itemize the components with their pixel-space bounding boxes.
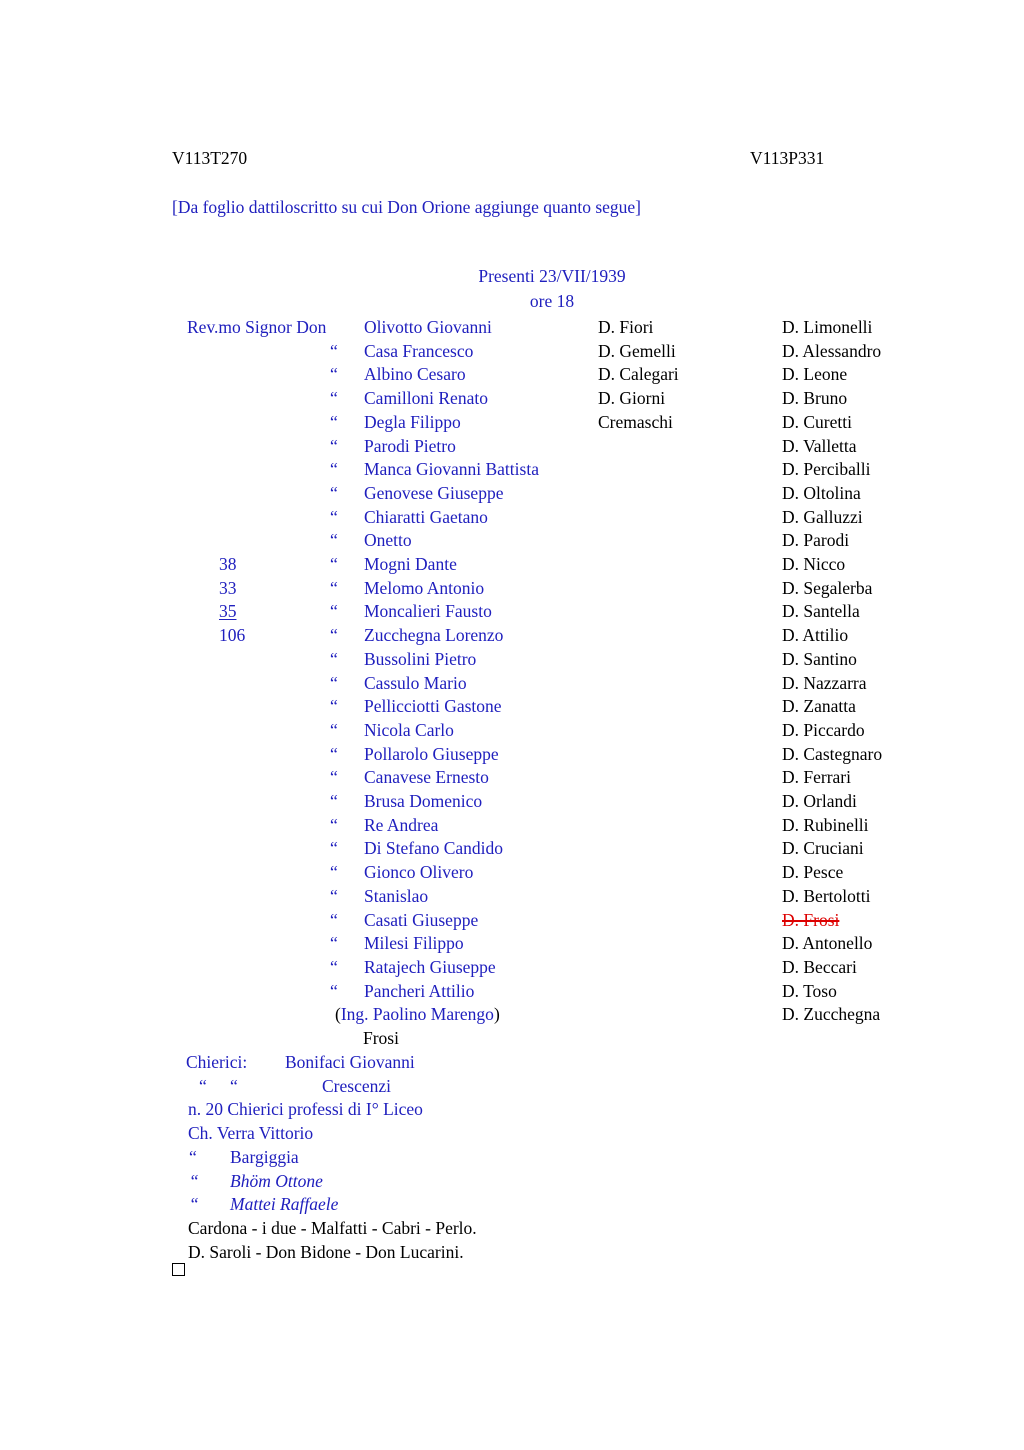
attendee-name: Pancheri Attilio xyxy=(364,980,475,1001)
ditto-mark-icon: “ xyxy=(330,648,338,669)
roster-row xyxy=(0,340,1024,364)
footer-line xyxy=(0,1051,1024,1075)
ditto-mark-icon: “ xyxy=(199,1075,207,1096)
attendance-title: Presenti 23/VII/1939 xyxy=(478,266,626,286)
ditto-mark-icon: “ xyxy=(330,601,338,622)
footer-text: Bonifaci Giovanni xyxy=(285,1052,415,1072)
attendee-right-column: D. Beccari xyxy=(782,956,857,977)
footer-line xyxy=(0,1170,1024,1194)
attendee-name: Bussolini Pietro xyxy=(364,648,477,669)
attendee-name: Degla Filippo xyxy=(364,411,461,432)
attendee-right-column: D. Segalerba xyxy=(782,577,873,598)
roster-row xyxy=(0,956,1024,980)
roster-row xyxy=(0,695,1024,719)
attendee-name: Casa Francesco xyxy=(364,340,474,361)
end-square-icon xyxy=(172,1263,185,1276)
attendee-right-column: D. Valletta xyxy=(782,435,857,456)
attendee-name: Casati Giuseppe xyxy=(364,909,479,930)
attendee-middle-column: D. Fiori xyxy=(598,317,654,337)
attendee-right-column: D. Frosi xyxy=(782,909,840,930)
margin-number: 38 xyxy=(219,554,237,574)
ditto-mark-icon: “ xyxy=(330,340,338,361)
attendee-name: Pellicciotti Gastone xyxy=(364,696,502,717)
attendee-name: Olivotto Giovanni xyxy=(364,317,492,337)
roster-row xyxy=(0,1003,1024,1027)
ditto-mark-icon: “ xyxy=(230,1075,238,1096)
roster-row xyxy=(0,363,1024,387)
footer-text: Mattei Raffaele xyxy=(230,1194,339,1215)
attendee-right-column: D. Castegnaro xyxy=(782,743,883,764)
ditto-mark-icon: “ xyxy=(330,814,338,835)
footer-text: Crescenzi xyxy=(322,1075,391,1096)
ditto-mark-icon: “ xyxy=(330,743,338,764)
footer-text: Bargiggia xyxy=(230,1146,299,1167)
roster-row xyxy=(0,648,1024,672)
roster-row xyxy=(0,600,1024,624)
attendee-name: Cassulo Mario xyxy=(364,672,467,693)
attendee-right-column: D. Santella xyxy=(782,601,860,622)
ditto-mark-icon: “ xyxy=(330,506,338,527)
roster-row xyxy=(0,624,1024,648)
attendee-right-column: D. Zanatta xyxy=(782,696,856,717)
attendee-right-column: D. Cruciani xyxy=(782,838,864,859)
roster-row xyxy=(0,458,1024,482)
attendee-middle-column: D. Calegari xyxy=(598,364,679,385)
roster-row xyxy=(0,814,1024,838)
roster-row xyxy=(0,482,1024,506)
roster-row xyxy=(0,885,1024,909)
ditto-mark-icon: “ xyxy=(330,577,338,598)
footer-line xyxy=(0,1241,1024,1265)
attendee-name: Pollarolo Giuseppe xyxy=(364,743,499,764)
frosi-line: Frosi xyxy=(363,1028,399,1048)
ditto-mark-icon: “ xyxy=(330,554,338,574)
ditto-mark-icon: “ xyxy=(330,767,338,788)
ditto-mark-icon: “ xyxy=(330,435,338,456)
footer-text: Ch. Verra Vittorio xyxy=(188,1123,314,1144)
footer-line xyxy=(0,1122,1024,1146)
roster-row xyxy=(0,672,1024,696)
roster-row xyxy=(0,506,1024,530)
attendee-name: (Ing. Paolino Marengo) xyxy=(335,1004,500,1025)
ditto-mark-icon: “ xyxy=(330,411,338,432)
editorial-note: [Da foglio dattiloscritto su cui Don Orione aggiunge quanto segue] xyxy=(172,197,641,217)
roster-row xyxy=(0,743,1024,767)
attendance-time: ore 18 xyxy=(529,291,575,311)
attendee-name: Manca Giovanni Battista xyxy=(364,459,539,480)
roster-row xyxy=(0,387,1024,411)
ditto-mark-icon: “ xyxy=(330,885,338,906)
attendee-name: Mogni Dante xyxy=(364,554,457,574)
archive-code-right: V113P331 xyxy=(750,148,825,168)
ditto-mark-icon: “ xyxy=(330,625,338,646)
honorific-label: Rev.mo Signor Don xyxy=(187,317,327,337)
attendee-right-column: D. Piccardo xyxy=(782,719,865,740)
attendee-right-column: D. Bruno xyxy=(782,388,848,409)
attendee-right-column: D. Nazzarra xyxy=(782,672,867,693)
attendee-right-column: D. Zucchegna xyxy=(782,1004,881,1025)
roster-row xyxy=(0,861,1024,885)
attendee-name: Ratajech Giuseppe xyxy=(364,956,496,977)
roster-row xyxy=(0,909,1024,933)
footer-text: Bhöm Ottone xyxy=(230,1170,323,1191)
attendee-name: Gionco Olivero xyxy=(364,862,474,883)
attendee-right-column: D. Galluzzi xyxy=(782,506,863,527)
margin-number: 33 xyxy=(219,577,237,598)
roster-row xyxy=(0,411,1024,435)
ditto-mark-icon: “ xyxy=(330,530,338,551)
ditto-mark-icon: “ xyxy=(330,838,338,859)
attendee-name: Nicola Carlo xyxy=(364,719,454,740)
roster-row xyxy=(0,790,1024,814)
ditto-mark-icon: “ xyxy=(330,696,338,717)
footer-line xyxy=(0,1193,1024,1217)
attendee-right-column: D. Toso xyxy=(782,980,837,1001)
ditto-mark-icon: “ xyxy=(330,933,338,954)
attendee-name: Camilloni Renato xyxy=(364,388,488,409)
ditto-mark-icon: “ xyxy=(330,482,338,503)
attendee-right-column: D. Orlandi xyxy=(782,791,857,811)
attendee-name: Brusa Domenico xyxy=(364,791,483,811)
attendee-right-column: D. Oltolina xyxy=(782,482,861,503)
roster-row xyxy=(0,529,1024,553)
ditto-mark-icon: “ xyxy=(330,862,338,883)
attendee-name: Chiaratti Gaetano xyxy=(364,506,488,527)
ditto-mark-icon: “ xyxy=(330,459,338,480)
ditto-mark-icon: “ xyxy=(330,672,338,693)
archive-code-left: V113T270 xyxy=(172,148,248,168)
attendee-right-column: D. Ferrari xyxy=(782,767,852,788)
attendee-right-column: D. Limonelli xyxy=(782,317,873,337)
roster-row xyxy=(0,316,1024,340)
attendee-right-column: D. Curetti xyxy=(782,411,852,432)
footer-text: n. 20 Chierici professi di I° Liceo xyxy=(188,1099,423,1120)
attendee-right-column: D. Pesce xyxy=(782,862,844,883)
roster-row xyxy=(0,837,1024,861)
attendee-name: Onetto xyxy=(364,530,412,551)
attendee-name: Melomo Antonio xyxy=(364,577,485,598)
footer-text: Cardona - i due - Malfatti - Cabri - Perlo. xyxy=(188,1217,477,1238)
ditto-mark-icon: “ xyxy=(330,388,338,409)
attendee-right-column: D. Bertolotti xyxy=(782,885,871,906)
attendee-right-column: D. Perciballi xyxy=(782,459,871,480)
attendee-right-column: D. Leone xyxy=(782,364,848,385)
attendee-right-column: D. Nicco xyxy=(782,554,846,574)
footer-line xyxy=(0,1146,1024,1170)
footer-line xyxy=(0,1217,1024,1241)
attendee-right-column: D. Santino xyxy=(782,648,857,669)
margin-number: 106 xyxy=(219,625,246,646)
attendee-name: Di Stefano Candido xyxy=(364,838,504,859)
attendee-middle-column: Cremaschi xyxy=(598,411,673,432)
ditto-mark-icon: “ xyxy=(330,791,338,811)
margin-number: 35 xyxy=(219,601,237,622)
attendee-name: Stanislao xyxy=(364,885,429,906)
ditto-mark-icon: “ xyxy=(330,719,338,740)
ditto-mark-icon: “ xyxy=(330,956,338,977)
footer-text: D. Saroli - Don Bidone - Don Lucarini. xyxy=(188,1241,464,1262)
roster-row xyxy=(0,577,1024,601)
attendee-name: Genovese Giuseppe xyxy=(364,482,504,503)
footer-label: Chierici: xyxy=(186,1052,248,1072)
ditto-mark-icon: “ xyxy=(189,1146,197,1167)
attendee-right-column: D. Antonello xyxy=(782,933,873,954)
ditto-mark-icon: “ xyxy=(189,1194,199,1215)
attendee-name: Albino Cesaro xyxy=(364,364,466,385)
attendee-name: Canavese Ernesto xyxy=(364,767,489,788)
attendee-middle-column: D. Giorni xyxy=(598,388,666,409)
footer-line xyxy=(0,1098,1024,1122)
attendee-right-column: D. Rubinelli xyxy=(782,814,869,835)
attendee-name: Moncalieri Fausto xyxy=(364,601,492,622)
attendee-middle-column: D. Gemelli xyxy=(598,340,676,361)
attendee-name: Milesi Filippo xyxy=(364,933,464,954)
attendee-name: Re Andrea xyxy=(364,814,439,835)
attendee-right-column: D. Attilio xyxy=(782,625,849,646)
roster-row xyxy=(0,719,1024,743)
roster-row xyxy=(0,553,1024,577)
ditto-mark-icon: “ xyxy=(330,909,338,930)
attendee-name: Parodi Pietro xyxy=(364,435,456,456)
attendee-name: Zucchegna Lorenzo xyxy=(364,625,504,646)
roster-row xyxy=(0,932,1024,956)
roster-row xyxy=(0,435,1024,459)
footer-line xyxy=(0,1075,1024,1099)
ditto-mark-icon: “ xyxy=(189,1170,199,1191)
ditto-mark-icon: “ xyxy=(330,364,338,385)
attendee-right-column: D. Alessandro xyxy=(782,340,882,361)
roster-row xyxy=(0,766,1024,790)
roster-row xyxy=(0,980,1024,1004)
attendee-right-column: D. Parodi xyxy=(782,530,850,551)
ditto-mark-icon: “ xyxy=(330,980,338,1001)
